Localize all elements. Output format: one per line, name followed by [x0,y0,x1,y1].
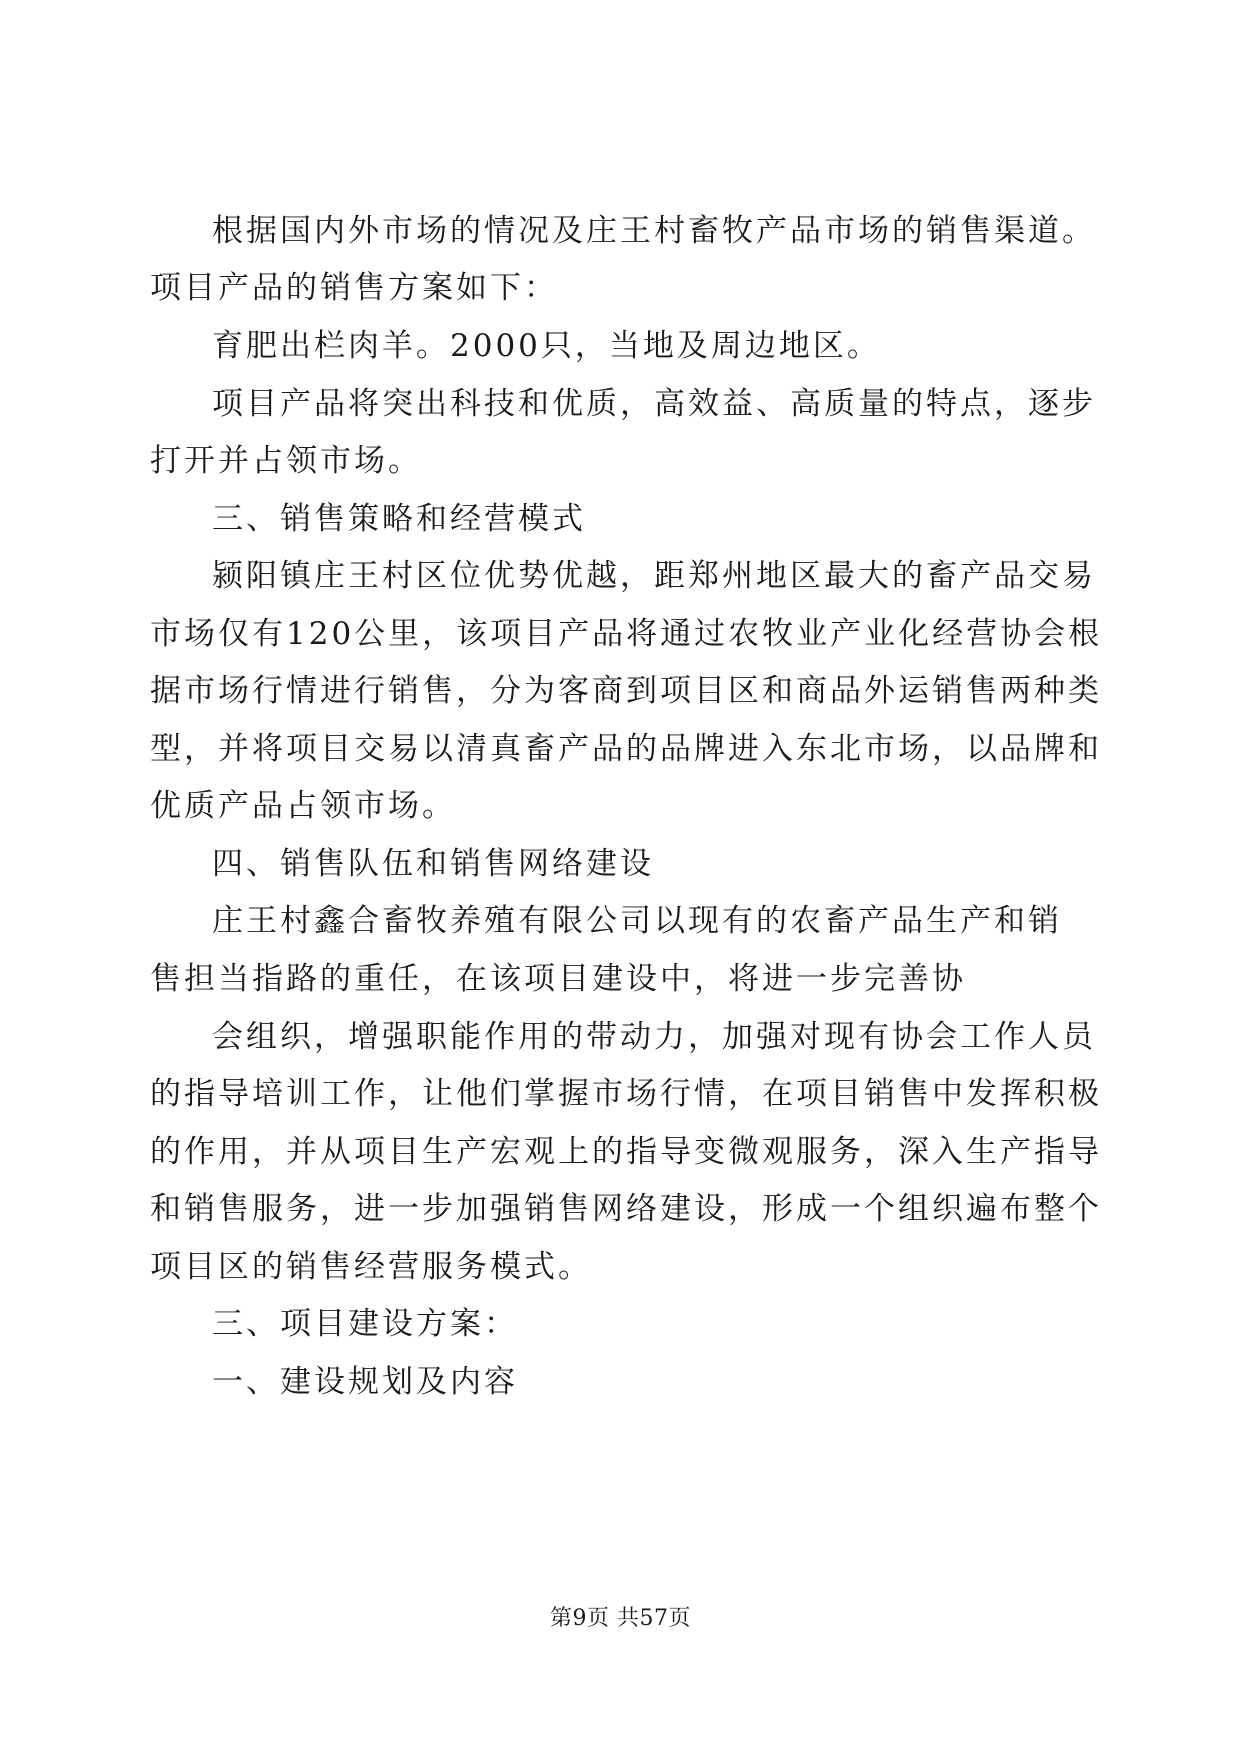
section-heading: 一、建设规划及内容 [212,1364,518,1400]
paragraph-line: 据市场行情进行销售，分为客商到项目区和商品外运销售两种类 [150,673,1102,709]
paragraph-line: 打开并占领市场。 [150,443,422,479]
paragraph-line: 会组织，增强职能作用的带动力，加强对现有协会工作人员 [212,1019,1096,1055]
paragraph-line: 项目产品的销售方案如下： [150,270,558,306]
paragraph-line: 项目区的销售经营服务模式。 [150,1249,592,1285]
paragraph-line: 和销售服务，进一步加强销售网络建设，形成一个组织遍布整个 [150,1191,1102,1227]
section-heading: 四、销售队伍和销售网络建设 [212,846,654,882]
paragraph-line: 项目产品将突出科技和优质，高效益、高质量的特点，逐步 [212,386,1096,422]
paragraph-line: 育肥出栏肉羊。2000只，当地及周边地区。 [212,328,881,364]
paragraph-line: 根据国内外市场的情况及庄王村畜牧产品市场的销售渠道。 [212,213,1096,249]
paragraph-line: 型，并将项目交易以清真畜产品的品牌进入东北市场，以品牌和 [150,731,1102,767]
paragraph-line: 市场仅有120公里，该项目产品将通过农牧业产业化经营协会根 [150,616,1103,652]
paragraph-line: 的作用，并从项目生产宏观上的指导变微观服务，深入生产指导 [150,1134,1102,1170]
section-heading: 三、项目建设方案： [212,1306,518,1342]
paragraph-line: 颍阳镇庄王村区位优势优越，距郑州地区最大的畜产品交易 [212,558,1096,594]
paragraph-line: 庄王村鑫合畜牧养殖有限公司以现有的农畜产品生产和销 [212,903,1062,939]
section-heading: 三、销售策略和经营模式 [212,501,586,537]
paragraph-line: 优质产品占领市场。 [150,788,456,824]
page-footer: 第9页 共57页 [550,1606,691,1631]
paragraph-line: 的指导培训工作，让他们掌握市场行情，在项目销售中发挥积极 [150,1076,1102,1112]
paragraph-line: 售担当指路的重任，在该项目建设中，将进一步完善协 [150,961,966,997]
